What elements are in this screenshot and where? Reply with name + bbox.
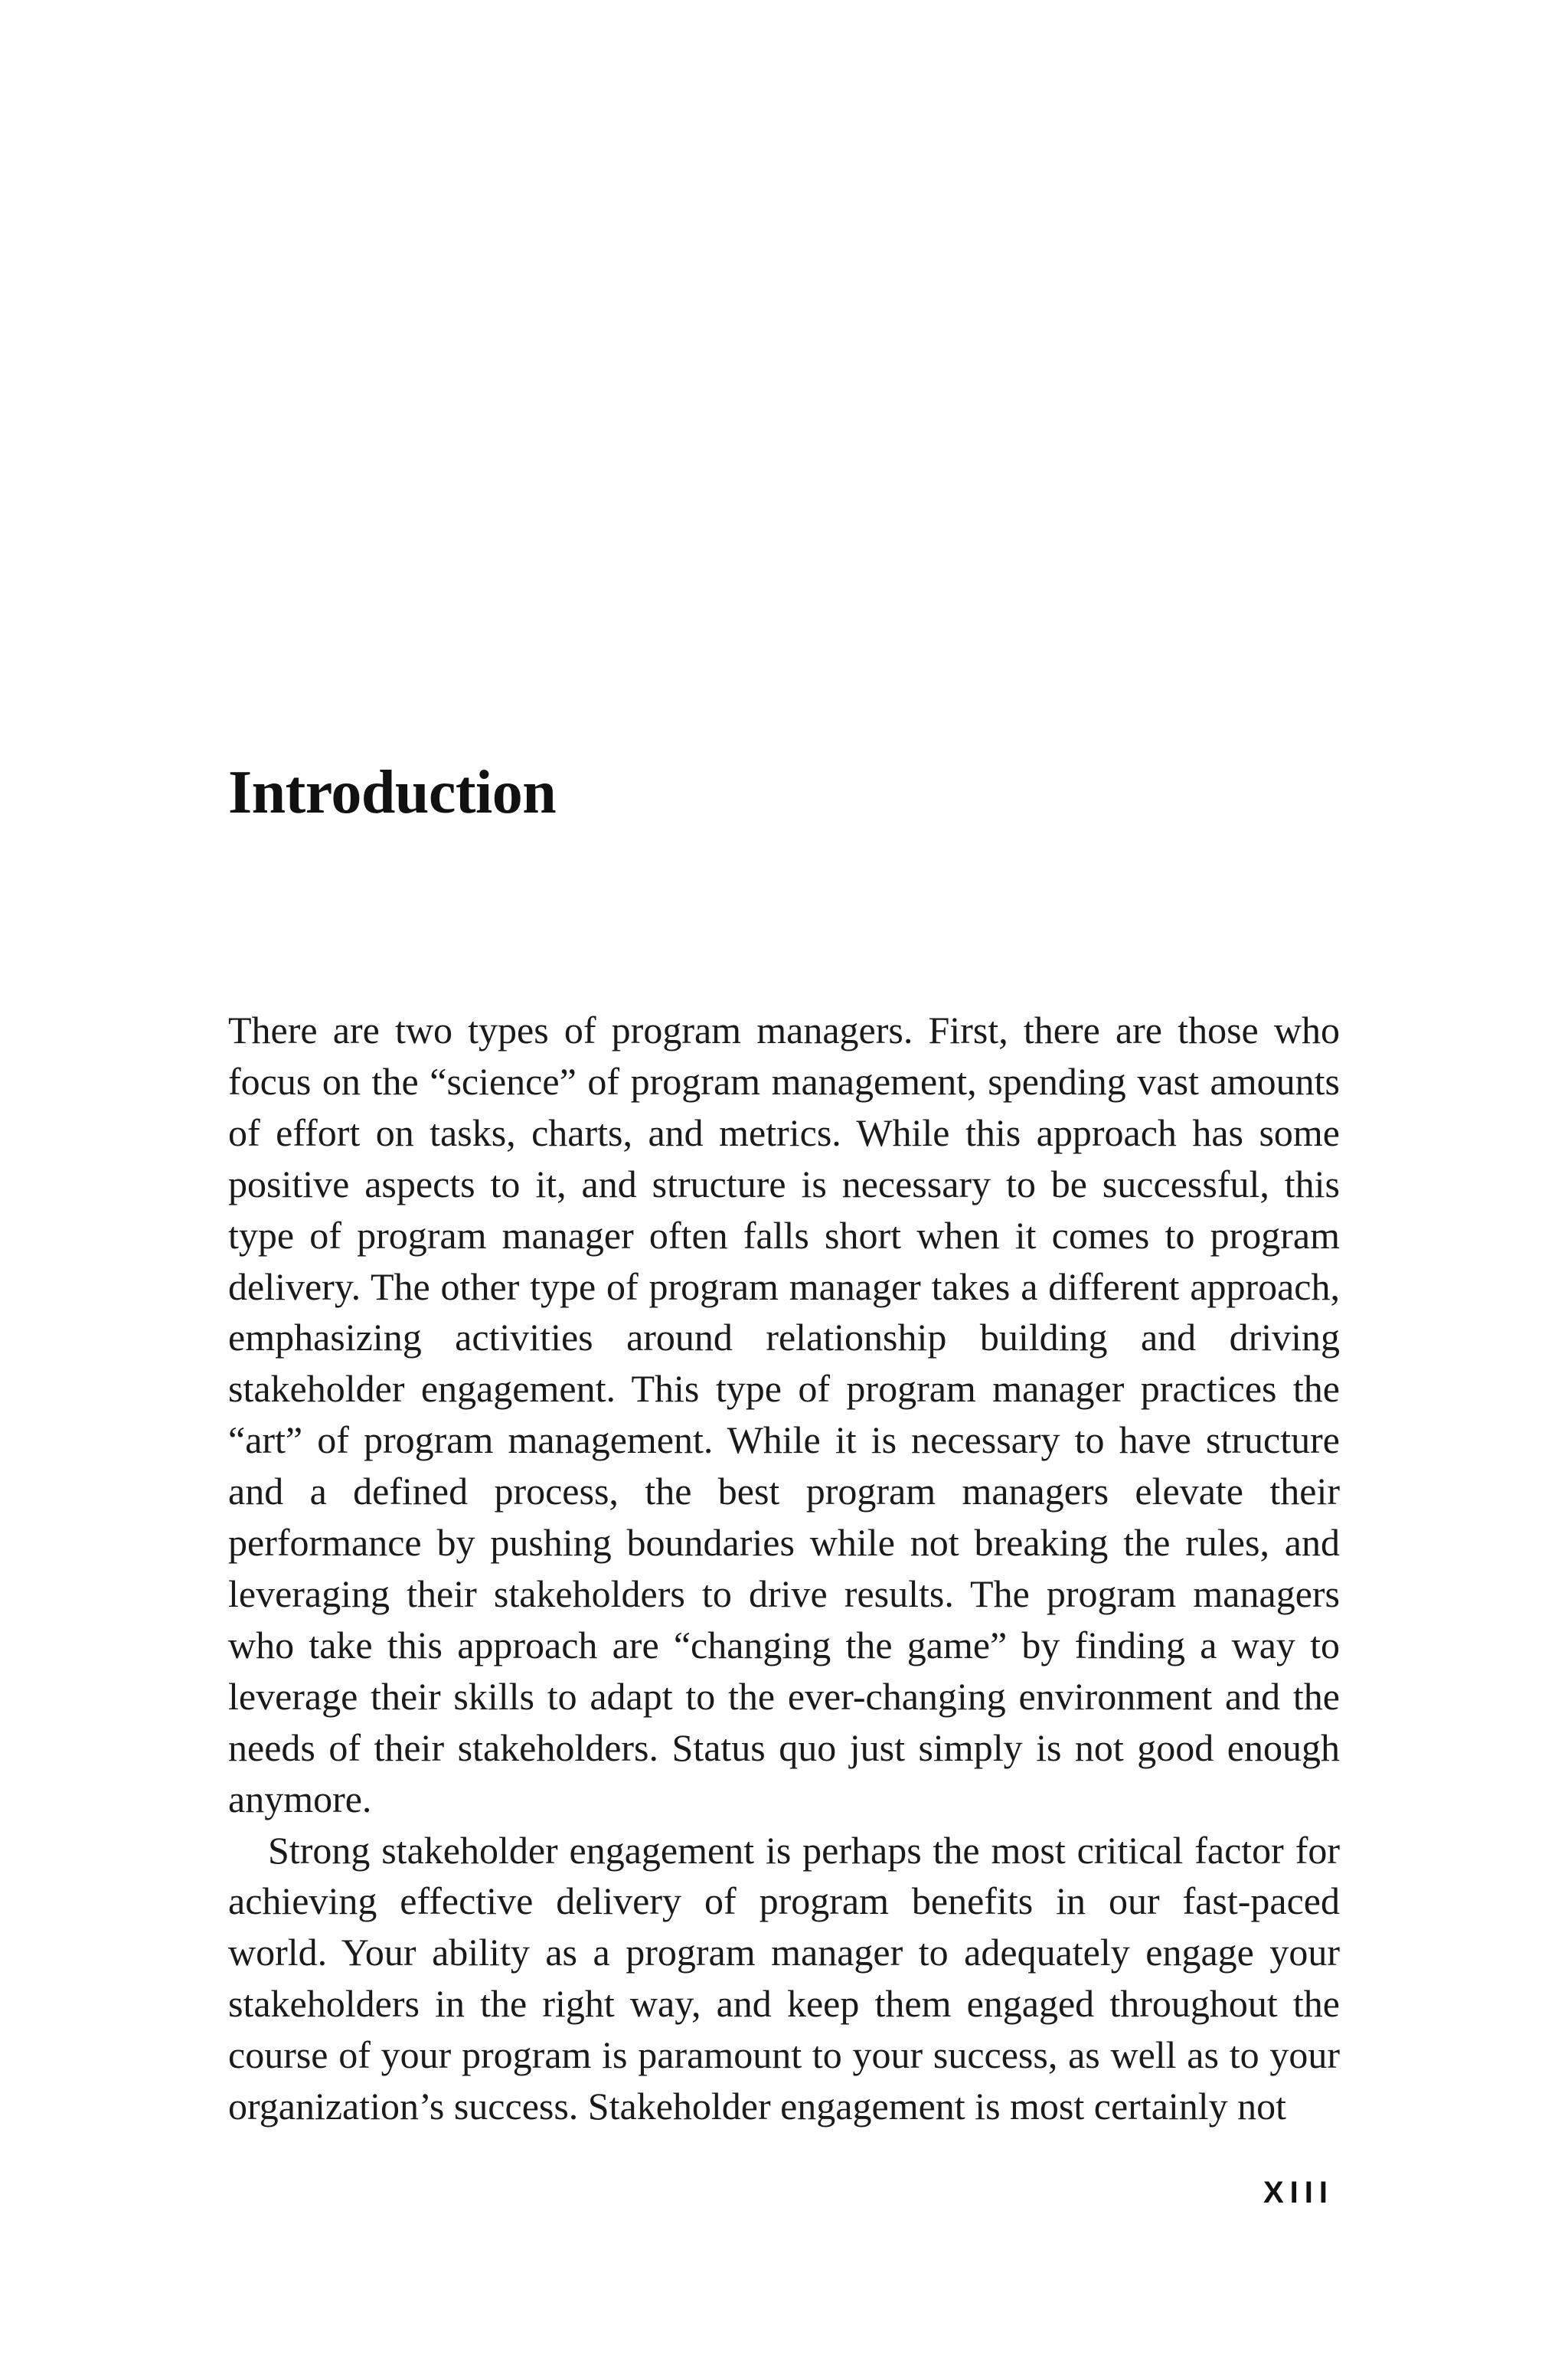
paragraph-2: Strong stakeholder engagement is perhaps the most critical factor for achieving effective delivery of program benefits in our fast-paced world. Your ability as a program manager to adequately engage your stakeholders in the right way, and keep them engaged throughout the course of your program is paramount to your success, as well as to your organization’s success. Stakeholder engagement is most certainly not (228, 1828, 1340, 2128)
body-text (228, 1005, 1340, 2132)
page-number: XIII (1263, 2176, 1334, 2209)
chapter-title: Introduction (228, 759, 557, 826)
paragraph-1: There are two types of program managers. First, there are those who focus on the “science” of program management, spending vast amounts of effort on tasks, charts, and metrics. While this approach has some positive aspects to it, and structure is necessary to be successful, this type of program manager often falls short when it comes to program delivery. The other type of program manager takes a different approach, emphasizing activities around relationship building and driving stakeholder engagement. This type of program manager practices the “art” of program management. While it is necessary to have structure and a defined process, the best program managers elevate their performance by pushing boundaries while not breaking the rules, and leveraging their stakeholders to drive results. The program managers who take this approach are “changing the game” by finding a way to leverage their skills to adapt to the ever-changing environment and the needs of their stakeholders. Status quo just simply is not good enough anymore. (228, 1009, 1340, 1820)
